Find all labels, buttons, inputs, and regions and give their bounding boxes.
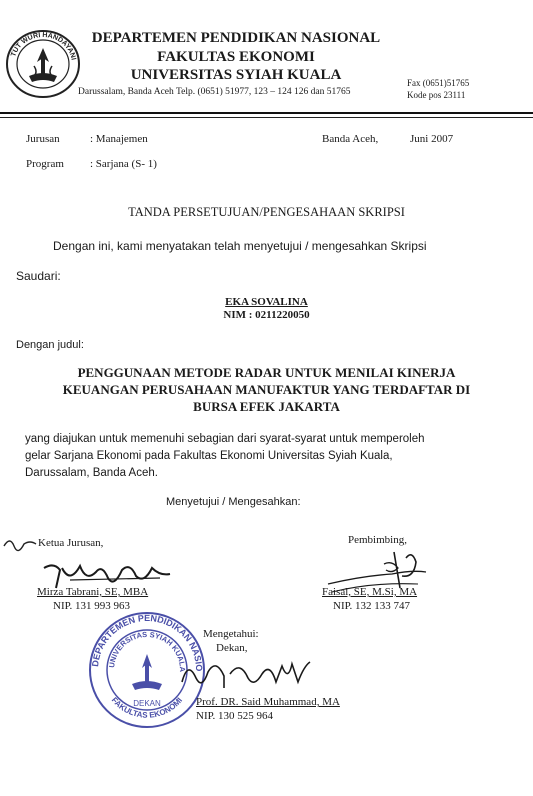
saudari-label: Saudari: — [16, 269, 61, 283]
header-rule-thick — [0, 112, 533, 114]
stamp-dekan-text: DEKAN — [133, 699, 161, 708]
right-sig-nip: NIP. 132 133 747 — [333, 600, 411, 612]
letterhead-fax: Fax (0651)51765 — [407, 78, 470, 88]
purpose-line3: Darussalam, Banda Aceh. — [25, 467, 158, 479]
bottom-sig-nip: NIP. 130 525 964 — [196, 710, 274, 722]
letterhead-line3: UNIVERSITAS SYIAH KUALA — [130, 67, 342, 83]
judul-label: Dengan judul: — [16, 339, 84, 351]
left-sig-name: Mirza Tabrani, SE, MBA — [37, 586, 149, 598]
jurusan-label: Jurusan — [26, 133, 60, 145]
stamp-outer-text: DEPARTEMEN PENDIDIKAN NASIO — [90, 613, 205, 672]
right-sig-name: Faisal, SE, M.Si, MA — [322, 586, 418, 598]
letterhead-line1: DEPARTEMEN PENDIDIKAN NASIONAL — [91, 30, 381, 46]
bottom-sig-label2: Dekan, — [216, 642, 248, 654]
header-rule-thin — [0, 117, 533, 118]
document-title: TANDA PERSETUJUAN/PENGESAHAAN SKRIPSI — [128, 205, 405, 219]
dean-signature — [178, 652, 318, 696]
intro-text: Dengan ini, kami menyatakan telah menyetujui / mengesahkan Skripsi — [53, 239, 427, 253]
purpose-line2: gelar Sarjana Ekonomi pada Fakultas Ekonomi Universitas Syiah Kuala, — [25, 450, 393, 462]
stamp-bottom-text: FAKULTAS EKONOMI — [109, 695, 185, 720]
letterhead-line2: FAKULTAS EKONOMI — [157, 49, 315, 65]
right-sig-role: Pembimbing, — [348, 534, 407, 546]
program-label: Program — [26, 158, 64, 170]
letterhead-address: Darussalam, Banda Aceh Telp. (0651) 51977, 123 – 124 126 dan 51765 — [78, 87, 351, 97]
bottom-sig-label1: Mengetahui: — [203, 628, 259, 640]
approved-label: Menyetujui / Mengesahkan: — [166, 496, 301, 508]
purpose-line1: yang diajukan untuk memenuhi sebagian dari syarat-syarat untuk memperoleh — [25, 433, 425, 445]
left-sig-role: Ketua Jurusan, — [38, 537, 104, 549]
bottom-sig-name: Prof. DR. Said Muhammad, MA — [196, 696, 340, 708]
jurusan-value: : Manajemen — [90, 133, 148, 145]
letter-date: Juni 2007 — [410, 133, 454, 145]
thesis-title-line1: PENGGUNAAN METODE RADAR UNTUK MENILAI KINERJA — [77, 365, 456, 380]
letterhead-kode-pos: Kode pos 23111 — [407, 90, 466, 100]
thesis-title-line2: KEUANGAN PERUSAHAAN MANUFAKTUR YANG TERDAFTAR DI — [62, 382, 471, 397]
university-logo — [4, 28, 82, 100]
letter-place: Banda Aceh, — [322, 133, 379, 145]
program-value: : Sarjana (S- 1) — [90, 158, 157, 170]
stamp-inner-text: UNIVERSITAS SYIAH KUALA — [107, 629, 188, 673]
thesis-title-line3: BURSA EFEK JAKARTA — [193, 399, 340, 414]
student-name: EKA SOVALINA — [225, 296, 308, 308]
student-nim: NIM : 0211220050 — [223, 309, 310, 321]
left-signature-scribble — [2, 534, 38, 552]
logo-text: TUT WURI HANDAYANI — [10, 31, 77, 61]
left-sig-nip: NIP. 131 993 963 — [53, 600, 131, 612]
